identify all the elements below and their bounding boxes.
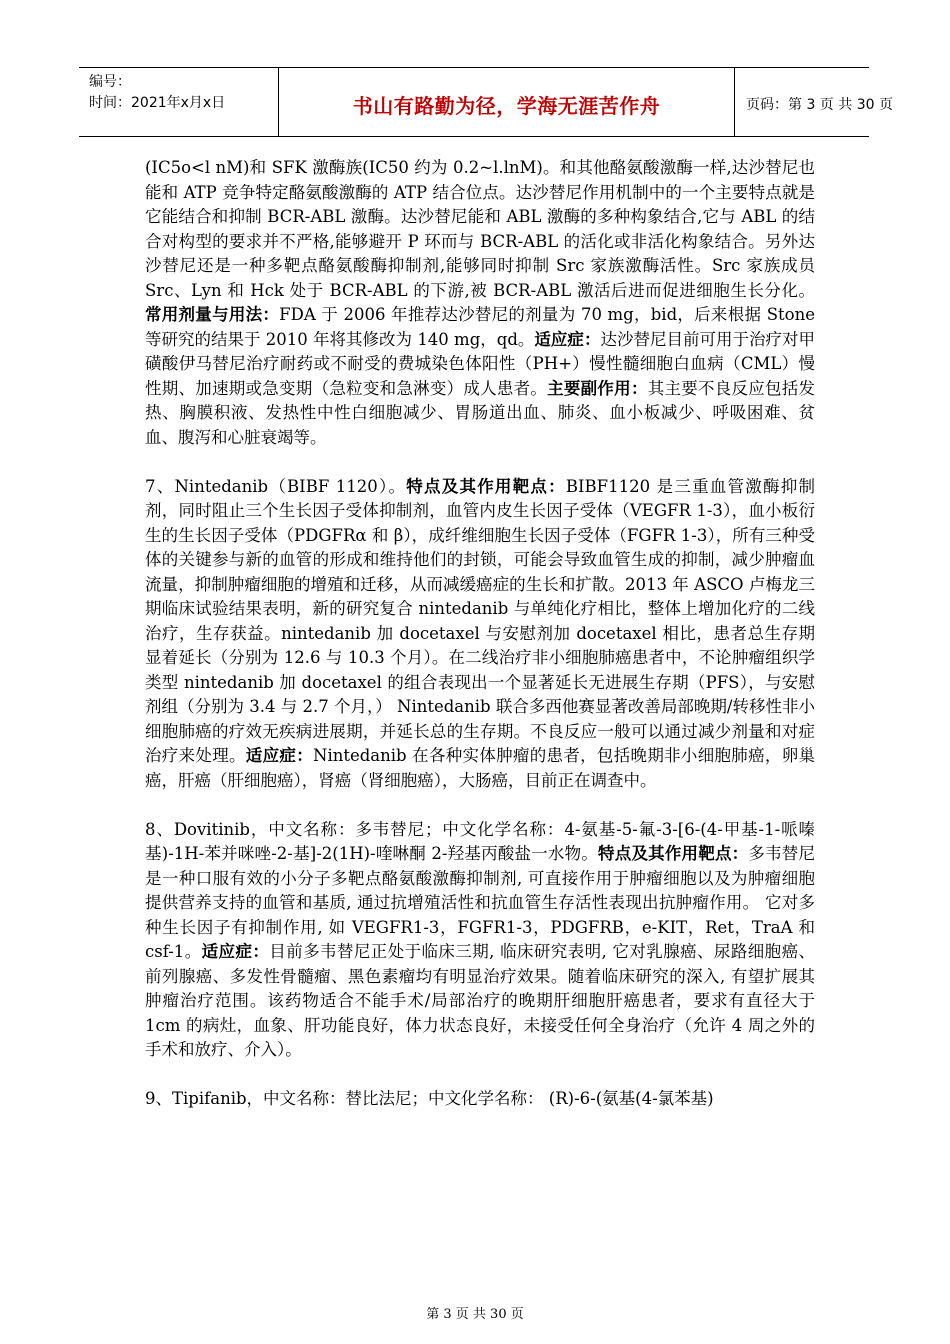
header-left-cell	[79, 68, 278, 136]
heading-dosage: 常用剂量与用法：	[145, 305, 280, 324]
header-middle-cell	[278, 68, 735, 136]
header-right-cell	[734, 68, 893, 136]
text-segment: 达沙替尼目前可用于治疗对甲磺酸伊马替尼治疗耐药或不耐受的费城染色体阳性（PH+）慢性髓细胞白血病（CML）慢性期、加速期或急变期（急粒变和急淋变）成人患者。	[145, 329, 816, 398]
document-body	[145, 156, 815, 1136]
heading-features-targets: 特点及其作用靶点：	[406, 476, 566, 496]
paragraph-dasatinib	[145, 156, 815, 450]
header-page-info: 页码：第 3 页 共 30 页	[746, 97, 893, 113]
text-segment: 其主要不良反应包括发热、胸膜积液、发热性中性白细胞减少、胃肠道出血、肺炎、血小板减少、呼吸困难、贫血、腹泻和心脏衰竭等。	[145, 378, 816, 447]
header-motto: 书山有路勤为径，学海无涯苦作舟	[352, 94, 661, 118]
heading-indication: 适应症：	[245, 746, 313, 765]
text-segment: Nintedanib 在各种实体肿瘤的患者，包括晚期非小细胞肺癌，卵巢癌，肝癌（肝细胞癌），肾癌（肾细胞癌），大肠癌，目前正在调查中。	[145, 746, 816, 790]
text-segment: 多韦替尼是一种口服有效的小分子多靶点酪氨酸激酶抑制剂, 可直接作用于肿瘤细胞以及为肿瘤细胞提供营养支持的血管和基质, 通过抗增殖活性和抗血管生存活性表现出抗肿瘤作用。 它对多种生长因子有抑制作用, 如 VEGFR1-3，FGFR1-3，PDGFRB，e-KIT，Ret，TraA 和 csf-1。	[145, 844, 816, 961]
text-segment: 7、Nintedanib（BIBF 1120）。	[145, 476, 407, 496]
paragraph-dovitinib	[145, 818, 815, 1063]
page-footer: 第 3 页 共 30 页	[426, 1307, 524, 1322]
heading-side-effects: 主要副作用：	[547, 378, 648, 398]
heading-indication: 适应症：	[201, 942, 270, 961]
date-label: 时间：2021年x月x日	[89, 95, 226, 111]
heading-indication: 适应症：	[534, 329, 601, 349]
text-segment: 9、Tipifanib，中文名称：替比法尼；中文化学名称： (R)-6-(氨基(4-氯苯基)	[145, 1089, 714, 1108]
page-header	[79, 67, 893, 137]
text-segment: 目前多韦替尼正处于临床三期, 临床研究表明, 它对乳腺癌、尿路细胞癌、前列腺癌、多发性骨髓瘤、黑色素瘤均有明显治疗效果。随着临床研究的深入, 有望扩展其肿瘤治疗范围。该药物适合不能手术/局部治疗的晚期肝细胞肝癌患者，要求有直径大于 1cm 的病灶，血象、肝功能良好，体力状态良好，未接受任何全身治疗（允许 4 周之外的手术和放疗、介入）。	[145, 942, 816, 1059]
text-segment: BIBF1120 是三重血管激酶抑制剂，同时阻止三个生长因子受体抑制剂，血管内皮生长因子受体（VEGFR 1-3），血小板衍生的生长因子受体（PDGFRα 和 β），成纤维细胞生长因子受体（FGFR 1-3），所有三种受体的关键参与新的血管的形成和维持他们的封锁，可能会导致血管生成的抑制，减少肿瘤血流量，抑制肿瘤细胞的增殖和迁移，从而减缓癌症的生长和扩散。2013 年 ASCO 卢梅龙三期临床试验结果表明，新的研究复合 nintedanib 与单纯化疗相比，整体上增加化疗的二线治疗，生存获益。nintedanib 加 docetaxel 与安慰剂加 docetaxel 相比，患者总生存期显着延长（分别为 12.6 与 10.3 个月）。在二线治疗非小细胞肺癌患者中，不论肿瘤组织学类型 nintedanib 加 docetaxel 的组合表现出一个显著延长无进展生存期（PFS），与安慰剂组（分别为 3.4 与 2.7 个月，） Nintedanib 联合多西他赛显著改善局部晚期/转移性非小细胞肺癌的疗效无疾病进展期，并延长总的生存期。不良反应一般可以通过减少剂量和对症治疗来处理。	[145, 476, 816, 765]
serial-number-label: 编号：	[89, 74, 131, 90]
paragraph-tipifanib	[145, 1087, 815, 1112]
text-segment: 8、Dovitinib，中文名称：多韦替尼；中文化学名称：4-氨基-5-氟-3-[6-(4-甲基-1-哌嗪基)-1H-苯并咪唑-2-基]-2(1H)-喹啉酮 2-羟基丙酸盐一水物。	[145, 819, 815, 863]
text-segment: (IC5o<l nM)和 SFK 激酶族(IC50 约为 0.2~l.lnM)。和其他酪氨酸激酶一样,达沙替尼也能和 ATP 竞争特定酪氨酸激酶的 ATP 结合位点。达沙替尼作用机制中的一个主要特点就是它能结合和抑制 BCR-ABL 激酶。达沙替尼能和 ABL 激酶的多种构象结合,它与 ABL 的结合对构型的要求并不严格,能够避开 P 环而与 BCR-ABL 的活化或非活化构象结合。另外达沙替尼还是一种多靶点酪氨酸酶抑制剂,能够同时抑制 Src 家族激酶活性。Src 家族成员 Src、Lyn 和 Hck 处于 BCR-ABL 的下游,被 BCR-ABL 激活后进而促进细胞生长分化。	[145, 158, 815, 300]
paragraph-nintedanib	[145, 475, 815, 794]
heading-features-targets: 特点及其作用靶点：	[598, 844, 749, 863]
text-segment: FDA 于 2006 年推荐达沙替尼的剂量为 70 mg，bid，后来根据 Stone 等研究的结果于 2010 年将其修改为 140 mg，qd。	[145, 305, 816, 349]
